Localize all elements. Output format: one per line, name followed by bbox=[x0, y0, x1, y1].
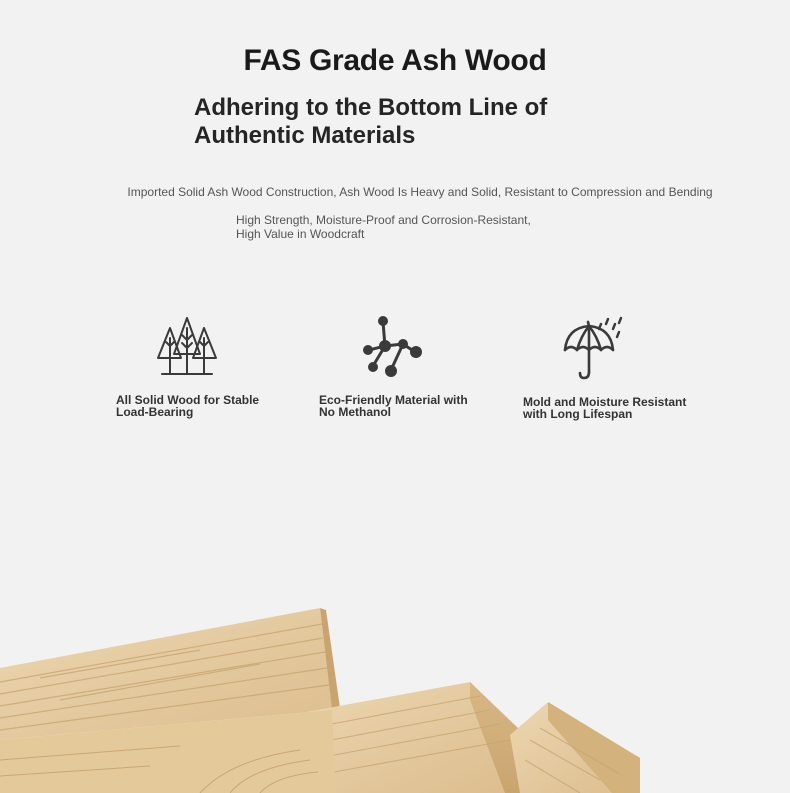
feature-eco-friendly bbox=[319, 312, 489, 422]
page-subtitle: Adhering to the Bottom Line of Authentic Materials bbox=[194, 94, 548, 149]
feature-label: Mold and Moisture Resistant with Long Lifespan bbox=[523, 395, 687, 421]
molecule-icon bbox=[359, 314, 423, 380]
page-title: FAS Grade Ash Wood bbox=[243, 44, 547, 77]
wood-planks-image bbox=[0, 590, 790, 793]
umbrella-rain-icon bbox=[561, 316, 627, 382]
description-line-2: High Strength, Moisture-Proof and Corrosion-Resistant, High Value in Woodcraft bbox=[236, 213, 531, 241]
feature-label: Eco-Friendly Material with No Methanol bbox=[319, 393, 468, 419]
feature-solid-wood bbox=[116, 312, 286, 422]
forest-icon bbox=[154, 314, 220, 380]
description-line-1: Imported Solid Ash Wood Construction, Ash Wood Is Heavy and Solid, Resistant to Compression and Bending bbox=[127, 185, 713, 199]
feature-moisture-resistant bbox=[523, 312, 693, 422]
feature-label: All Solid Wood for Stable Load-Bearing bbox=[116, 393, 260, 419]
